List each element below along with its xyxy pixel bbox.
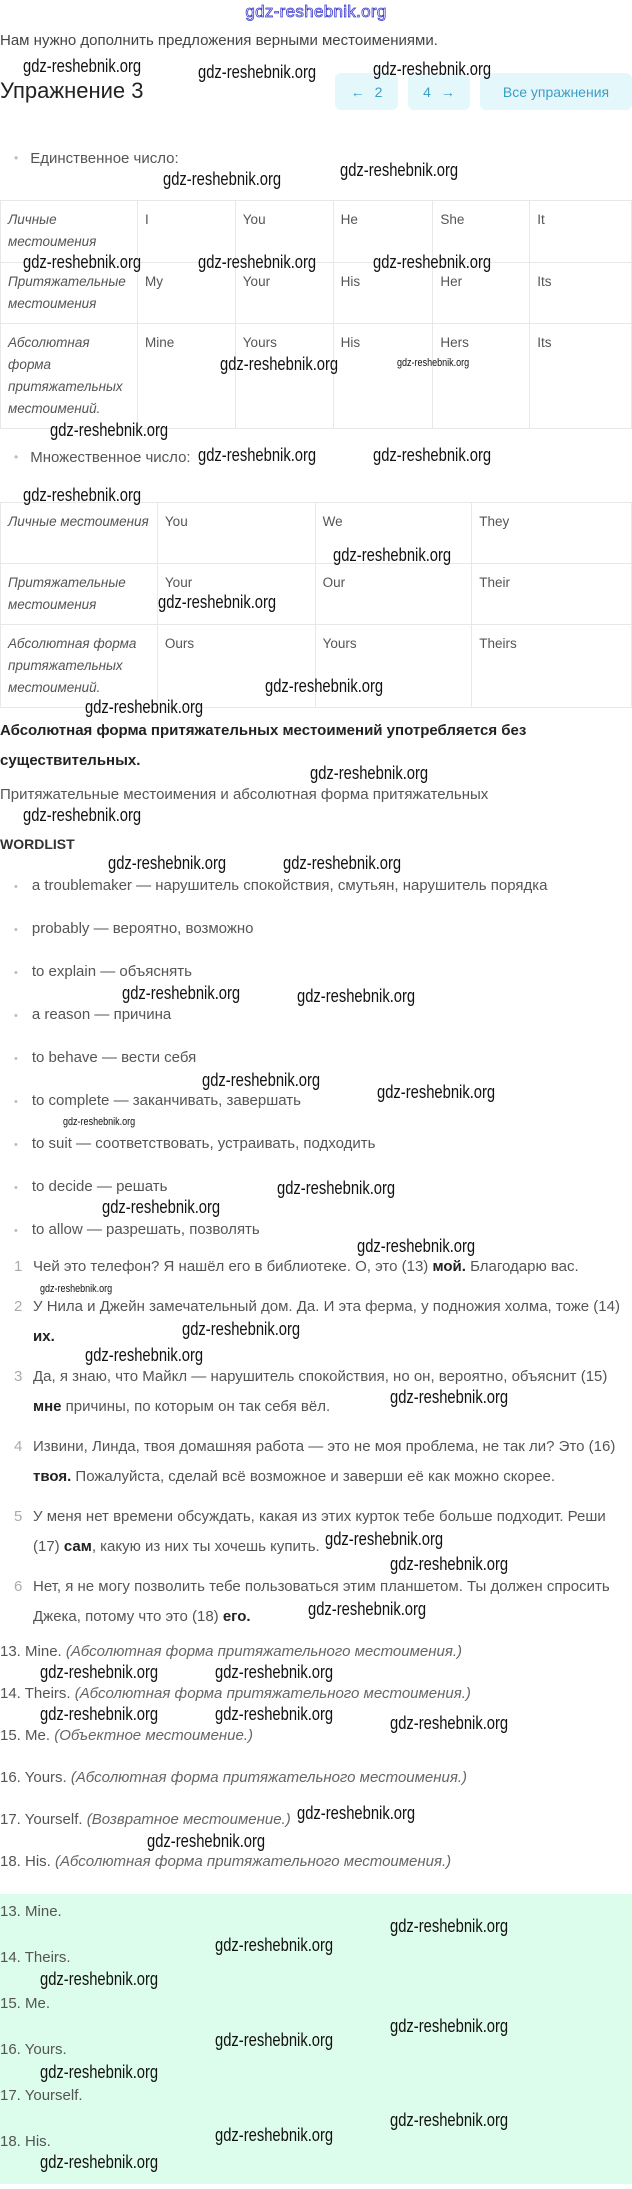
explanation-item: [0, 1810, 632, 1830]
table-cell: Its: [530, 324, 632, 429]
sentence-text: У Нила и Джейн замечательный дом. Да. И эта ферма, у подножия холма, тоже (14): [33, 1298, 620, 1315]
prev-exercise-button[interactable]: [335, 73, 398, 110]
table-cell: His: [333, 324, 433, 429]
sentence-item: [14, 1432, 626, 1492]
table-cell: We: [315, 503, 472, 564]
watermark-text: gdz-reshebnik.org: [198, 445, 317, 465]
table-cell: Theirs: [472, 625, 632, 708]
note-text: Притяжательные местоимения и абсолютная форма притяжательных: [0, 786, 489, 803]
watermark-text: gdz-reshebnik.org: [23, 805, 142, 825]
watermark-text: gdz-reshebnik.org: [182, 1319, 301, 1339]
table-cell: Ours: [157, 625, 315, 708]
watermark-text: gdz-reshebnik.org: [198, 62, 317, 82]
explanation-note: (Абсолютная форма притяжательного местоимения.): [70, 1769, 468, 1786]
table-row: [1, 564, 632, 625]
watermark-text: gdz-reshebnik.org: [50, 420, 169, 440]
explanation-note: (Возвратное местоимение.): [86, 1811, 291, 1828]
watermark-text: gdz-reshebnik.org: [333, 545, 452, 565]
watermark-text: gdz-reshebnik.org: [40, 1283, 113, 1295]
sentence-text: Нет, я не могу позволить тебе пользоваться этим планшетом. Ты должен спросить Джека, потому что это (18): [33, 1578, 610, 1625]
watermark-text: gdz-reshebnik.org: [308, 1599, 427, 1619]
watermark-text: gdz-reshebnik.org: [390, 1713, 509, 1733]
plural-heading: • Множественное число:: [14, 449, 191, 466]
watermark-text: gdz-reshebnik.org: [397, 357, 470, 369]
row-label: Притяжательные местоимения: [1, 263, 138, 324]
bullet-icon: •: [14, 881, 18, 893]
sentence-text: Извини, Линда, твоя домашняя работа — это не моя проблема, не так ли? Это (16): [33, 1438, 616, 1455]
table-cell: Her: [433, 263, 530, 324]
watermark-text: gdz-reshebnik.org: [158, 592, 277, 612]
watermark-text: gdz-reshebnik.org: [40, 2062, 159, 2082]
singular-heading: • Единственное число:: [14, 150, 179, 167]
wordlist-item: [14, 1177, 632, 1198]
table-row: [1, 263, 632, 324]
answer-text: 18. His.: [0, 1853, 51, 1870]
sentence-text: , какую из них ты хочешь купить.: [91, 1538, 320, 1555]
wordlist-text: to suit — соответствовать, устраивать, подходить: [31, 1135, 376, 1152]
wordlist-text: to explain — объяснять: [31, 963, 192, 980]
bullet-icon: •: [14, 1010, 18, 1022]
bullet-icon: •: [14, 1182, 18, 1194]
answer-text: 16. Yours.: [0, 1769, 67, 1786]
explanation-note: (Объектное местоимение.): [54, 1727, 254, 1744]
table-cell: Yours: [235, 324, 333, 429]
row-label: Абсолютная форма притяжательных местоимений.: [1, 625, 158, 708]
wordlist-text: to complete — заканчивать, завершать: [31, 1092, 301, 1109]
wordlist-item: [14, 1091, 632, 1112]
watermark-text: gdz-reshebnik.org: [23, 252, 142, 272]
bullet-icon: •: [14, 1053, 18, 1065]
table-cell: Your: [157, 564, 315, 625]
watermark-text: gdz-reshebnik.org: [325, 1529, 444, 1549]
table-cell: Its: [530, 263, 632, 324]
watermark-text: gdz-reshebnik.org: [108, 853, 227, 873]
table-cell: Mine: [137, 324, 235, 429]
sentence-text: Благодарю вас.: [465, 1258, 579, 1275]
sentence-text: Пожалуйста, сделай всё возможное и заверши её как можно скорее.: [71, 1468, 556, 1485]
answer-text: 14. Theirs.: [0, 1685, 71, 1702]
wordlist-item: [14, 1134, 632, 1155]
watermark-text: gdz-reshebnik.org: [390, 1387, 509, 1407]
wordlist-text: to allow — разрешать, позволять: [31, 1221, 260, 1238]
answer-text: 15. Me.: [0, 1727, 51, 1744]
answer-word: твоя.: [33, 1468, 72, 1485]
next-exercise-number: 4: [423, 83, 431, 100]
bullet-icon: •: [14, 1139, 18, 1151]
bullet-icon: •: [14, 1096, 18, 1108]
answer-word: сам: [63, 1538, 92, 1555]
watermark-text: gdz-reshebnik.org: [390, 1554, 509, 1574]
next-exercise-button[interactable]: [408, 73, 470, 110]
item-number: 3: [14, 1368, 23, 1385]
watermark-text: gdz-reshebnik.org: [85, 1345, 204, 1365]
watermark-text: gdz-reshebnik.org: [202, 1070, 321, 1090]
sentence-item: [14, 1572, 626, 1632]
explanation-note: (Абсолютная форма притяжательного местоимения.): [74, 1685, 471, 1702]
watermark-text: gdz-reshebnik.org: [23, 485, 142, 505]
table-row: [1, 324, 632, 429]
sentence-text: У меня нет времени обсуждать, какая из этих курток тебе больше подходит. Реши (17): [33, 1508, 606, 1555]
item-number: 6: [14, 1578, 23, 1595]
wordlist-item: [14, 1220, 632, 1241]
answer-text: 13. Mine.: [0, 1643, 62, 1660]
table-cell: They: [472, 503, 632, 564]
final-answer: 17. Yourself.: [0, 2087, 83, 2104]
prev-exercise-number: 2: [374, 83, 383, 100]
singular-table: [0, 200, 632, 429]
watermark-text: gdz-reshebnik.org: [390, 1916, 509, 1936]
wordlist-text: a troublemaker — нарушитель спокойствия, смутьян, нарушитель порядка: [31, 877, 548, 894]
watermark-text: gdz-reshebnik.org: [40, 1704, 159, 1724]
watermark-text: gdz-reshebnik.org: [377, 1082, 496, 1102]
sentence-item: [14, 1252, 626, 1282]
watermark-text: gdz-reshebnik.org: [373, 59, 492, 79]
watermark-text: gdz-reshebnik.org: [297, 1803, 416, 1823]
final-answer: 16. Yours.: [0, 2041, 67, 2058]
table-cell: His: [333, 263, 433, 324]
explanation-item: [0, 1852, 632, 1872]
watermark-text: gdz-reshebnik.org: [310, 763, 429, 783]
bullet-icon: •: [14, 924, 18, 936]
sentence-item: [14, 1362, 626, 1422]
table-cell: You: [235, 201, 333, 263]
watermark-text: gdz-reshebnik.org: [147, 1831, 266, 1851]
final-answer: 15. Me.: [0, 1995, 51, 2012]
watermark-text: gdz-reshebnik.org: [40, 1662, 159, 1682]
row-label: Притяжательные местоимения: [1, 564, 158, 625]
table-cell: You: [157, 503, 315, 564]
table-cell: Your: [235, 263, 333, 324]
watermark-text: gdz-reshebnik.org: [373, 252, 492, 272]
watermark-text: gdz-reshebnik.org: [40, 2152, 159, 2172]
table-cell: My: [137, 263, 235, 324]
explanation-item: [0, 1768, 632, 1788]
all-exercises-button[interactable]: Все упражнения: [480, 73, 632, 110]
watermark-text: gdz-reshebnik.org: [85, 697, 204, 717]
watermark-text: gdz-reshebnik.org: [23, 56, 142, 76]
watermark-text: gdz-reshebnik.org: [265, 676, 384, 696]
watermark-text: gdz-reshebnik.org: [297, 986, 416, 1006]
wordlist-text: a reason — причина: [31, 1006, 172, 1023]
table-cell: Their: [472, 564, 632, 625]
watermark-text: gdz-reshebnik.org: [215, 2030, 334, 2050]
wordlist-item: [14, 1048, 632, 1069]
watermark-text: gdz-reshebnik.org: [215, 2125, 334, 2145]
page-title: Упражнение 3: [0, 78, 144, 103]
watermark-text: gdz-reshebnik.org: [220, 354, 339, 374]
wordlist: [14, 876, 632, 1263]
explanation-item: [0, 1642, 632, 1662]
watermark-text: gdz-reshebnik.org: [102, 1197, 221, 1217]
table-cell: It: [530, 201, 632, 263]
watermark-text: gdz-reshebnik.org: [215, 1935, 334, 1955]
item-number: 4: [14, 1438, 23, 1455]
wordlist-item: [14, 962, 632, 983]
answer-word: мой.: [432, 1258, 466, 1275]
explanation-list: [0, 1642, 632, 1872]
wordlist-heading: WORDLIST: [0, 836, 75, 852]
table-row: [1, 625, 632, 708]
answer-word: его.: [222, 1608, 251, 1625]
table-cell: Our: [315, 564, 472, 625]
watermark-text: gdz-reshebnik.org: [277, 1178, 396, 1198]
exercise-content: [0, 1252, 632, 2184]
watermark-text: gdz-reshebnik.org: [283, 853, 402, 873]
row-label: Личные местоимения: [1, 503, 158, 564]
final-answer: 13. Mine.: [0, 1903, 62, 1920]
explanation-item: [0, 1684, 632, 1704]
watermark-text: gdz-reshebnik.org: [215, 1704, 334, 1724]
note-bold: Абсолютная форма притяжательных местоимений употребляется без существительных.: [0, 722, 527, 769]
site-banner[interactable]: gdz-reshebnik.org: [245, 2, 387, 21]
sentence-list: [0, 1252, 632, 1632]
bullet-icon: •: [14, 1225, 18, 1237]
watermark-text: gdz-reshebnik.org: [373, 445, 492, 465]
wordlist-text: to behave — вести себя: [31, 1049, 197, 1066]
arrow-right-icon: →: [440, 83, 455, 100]
explanation-note: (Абсолютная форма притяжательного местоимения.): [55, 1853, 452, 1870]
watermark-text: gdz-reshebnik.org: [198, 252, 317, 272]
sentence-text: причины, по которым он так себя вёл.: [61, 1398, 331, 1415]
final-answer: 18. His.: [0, 2133, 51, 2150]
table-cell: I: [137, 201, 235, 263]
row-label: Личные местоимения: [1, 201, 138, 263]
item-number: 1: [14, 1258, 23, 1275]
watermark-text: gdz-reshebnik.org: [163, 169, 282, 189]
sentence-text: Да, я знаю, что Майкл — нарушитель спокойствия, но он, вероятно, объяснит (15): [33, 1368, 608, 1385]
wordlist-item: [14, 1005, 632, 1026]
watermark-text: gdz-reshebnik.org: [357, 1236, 476, 1256]
answer-word: их.: [33, 1328, 55, 1345]
item-number: 5: [14, 1508, 23, 1525]
watermark-text: gdz-reshebnik.org: [390, 2016, 509, 2036]
wordlist-text: probably — вероятно, возможно: [31, 920, 254, 937]
bullet-icon: •: [14, 967, 18, 979]
table-row: [1, 503, 632, 564]
wordlist-item: [14, 876, 632, 897]
answer-box: [0, 1894, 632, 2184]
wordlist-text: to decide — решать: [31, 1178, 168, 1195]
explanation-item: [0, 1726, 632, 1746]
table-cell: Hers: [433, 324, 530, 429]
instruction-text: Нам нужно дополнить предложения верными местоимениями.: [0, 32, 438, 49]
row-label: Абсолютная форма притяжательных местоимений.: [1, 324, 138, 429]
watermark-text: gdz-reshebnik.org: [40, 1969, 159, 1989]
explanation-note: (Абсолютная форма притяжательного местоимения.): [65, 1643, 463, 1660]
item-number: 2: [14, 1298, 23, 1315]
answer-word: мне: [33, 1398, 62, 1415]
watermark-text: gdz-reshebnik.org: [122, 983, 241, 1003]
arrow-left-icon: ←: [350, 83, 365, 100]
watermark-text: gdz-reshebnik.org: [340, 160, 459, 180]
sentence-item: [14, 1502, 626, 1562]
watermark-text: gdz-reshebnik.org: [390, 2110, 509, 2130]
table-cell: She: [433, 201, 530, 263]
table-cell: He: [333, 201, 433, 263]
table-row: [1, 201, 632, 263]
table-cell: Yours: [315, 625, 472, 708]
watermark-text: gdz-reshebnik.org: [215, 1662, 334, 1682]
final-answer: 14. Theirs.: [0, 1949, 71, 1966]
sentence-item: [14, 1292, 626, 1352]
sentence-text: Чей это телефон? Я нашёл его в библиотеке. О, это (13): [33, 1258, 433, 1275]
watermark-text: gdz-reshebnik.org: [63, 1116, 136, 1128]
wordlist-item: [14, 919, 632, 940]
plural-table: [0, 502, 632, 708]
answer-text: 17. Yourself.: [0, 1811, 83, 1828]
